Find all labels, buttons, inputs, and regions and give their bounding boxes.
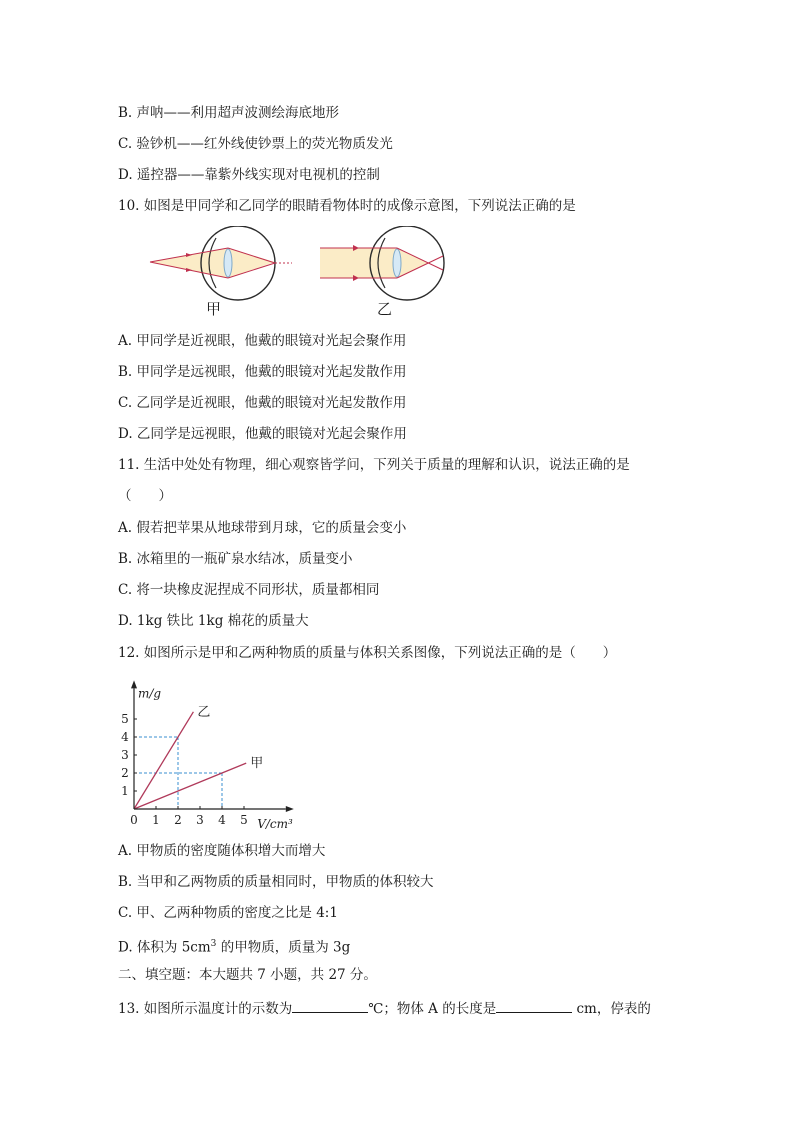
q12-stem: 12. 如图所示是甲和乙两种物质的质量与体积关系图像，下列说法正确的是（ ） <box>118 645 617 661</box>
q12-option-b: B. 当甲和乙两物质的质量相同时，甲物质的体积较大 <box>118 874 434 890</box>
q11-stem: 11. 生活中处处有物理，细心观察皆学问，下列关于质量的理解和认识，说法正确的是 <box>118 457 630 473</box>
series-label-yi: 乙 <box>197 704 211 720</box>
label-yi: 乙 <box>377 300 393 318</box>
q9-option-c: C. 验钞机——红外线使钞票上的荧光物质发光 <box>118 136 393 152</box>
q13-part1: 13. 如图所示温度计的示数为 <box>118 1001 293 1017</box>
x-tick-label: 3 <box>196 813 204 827</box>
q9-option-d: D. 遥控器——靠紫外线实现对电视机的控制 <box>118 167 380 183</box>
q10-option-c: C. 乙同学是近视眼，他戴的眼镜对光起发散作用 <box>118 395 407 411</box>
q11-answer-paren: （ ） <box>118 488 172 504</box>
y-axis-arrow <box>131 680 137 688</box>
eye-jia <box>150 226 292 300</box>
mass-volume-chart <box>112 670 312 830</box>
y-tick-label: 5 <box>121 712 129 726</box>
q13-blank-temperature[interactable] <box>292 998 368 1013</box>
section2-heading: 二、填空题：本大题共 7 小题，共 27 分。 <box>118 967 377 983</box>
q12-option-d <box>118 935 350 957</box>
q11-option-d: D. 1kg 铁比 1kg 棉花的质量大 <box>118 613 309 629</box>
label-jia: 甲 <box>206 300 222 318</box>
q10-option-d: D. 乙同学是远视眼，他戴的眼镜对光起会聚作用 <box>118 426 407 442</box>
x-tick-label: 1 <box>152 813 160 827</box>
q13-part3: cm，停表的 <box>572 1001 651 1017</box>
series-line-jia <box>134 763 246 809</box>
q13-part2: ℃；物体 A 的长度是 <box>368 1001 497 1017</box>
q13-stem <box>118 998 651 1018</box>
x-tick-label: 0 <box>130 813 138 827</box>
y-tick-label: 2 <box>121 766 129 780</box>
y-axis-label: m/g <box>138 686 162 701</box>
x-tick-label: 5 <box>240 813 248 827</box>
x-axis-label: V/cm³ <box>257 817 293 830</box>
q12-option-c: C. 甲、乙两种物质的密度之比是 4:1 <box>118 905 338 921</box>
series-label-jia: 甲 <box>250 756 264 772</box>
q11-option-a: A. 假若把苹果从地球带到月球，它的质量会变小 <box>118 520 407 536</box>
q10-option-a: A. 甲同学是近视眼，他戴的眼镜对光起会聚作用 <box>118 333 407 349</box>
q11-option-c: C. 将一块橡皮泥捏成不同形状，质量都相同 <box>118 582 380 598</box>
q10-stem: 10. 如图是甲同学和乙同学的眼睛看物体时的成像示意图，下列说法正确的是 <box>118 198 576 214</box>
eye-diagram-figure <box>140 226 460 324</box>
y-tick-label: 4 <box>121 730 129 744</box>
y-tick-label: 1 <box>121 784 129 798</box>
x-axis-arrow <box>286 806 294 812</box>
q12-option-d-sup: 3 <box>210 939 217 949</box>
q12-option-a: A. 甲物质的密度随体积增大而增大 <box>118 843 326 859</box>
eye-yi <box>320 226 444 300</box>
x-tick-label: 2 <box>174 813 182 827</box>
x-tick-label: 4 <box>218 813 226 827</box>
q11-option-b: B. 冰箱里的一瓶矿泉水结冰，质量变小 <box>118 551 353 567</box>
q10-option-b: B. 甲同学是远视眼，他戴的眼镜对光起发散作用 <box>118 364 407 380</box>
q12-option-d-post: 的甲物质，质量为 3g <box>216 939 351 956</box>
q13-blank-length[interactable] <box>496 998 572 1013</box>
y-tick-label: 3 <box>121 748 129 762</box>
q9-option-b: B. 声呐——利用超声波测绘海底地形 <box>118 105 340 121</box>
q12-option-d-pre: D. 体积为 5cm <box>118 939 211 956</box>
series-line-yi <box>134 712 193 809</box>
